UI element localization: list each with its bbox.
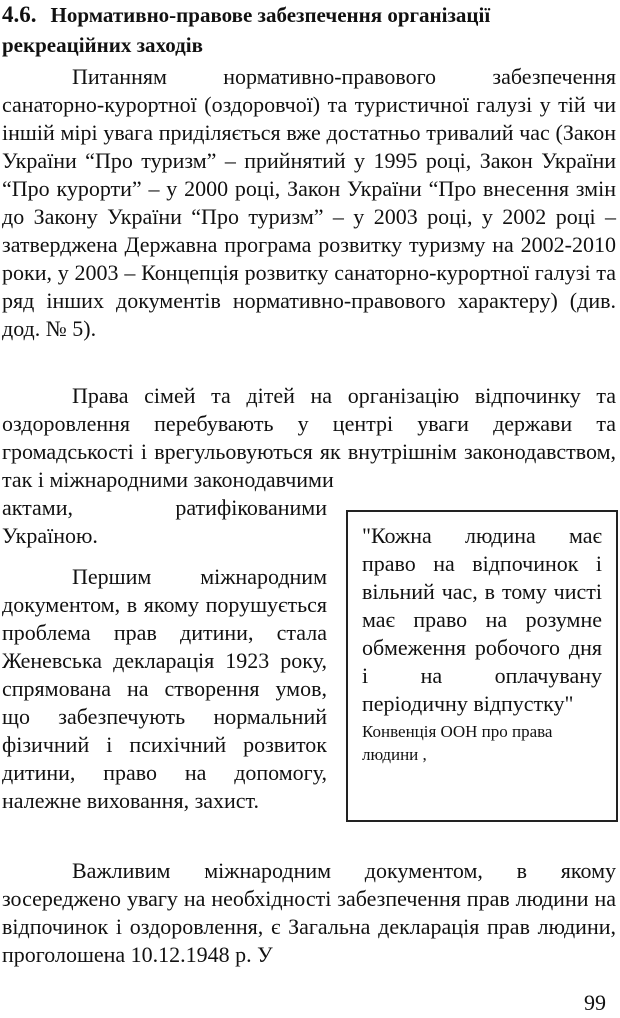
quote-text: "Кожна людина має право на відпочинок і вільний час, в тому чисті має право на розумне обмеження робочого дня і на оплачувану періодичну відпустку" — [362, 523, 602, 716]
page-number: 99 — [584, 990, 606, 1015]
paragraph-legal-framework: Питанням нормативно-правового забезпечення санаторно-курортної (оздоровчої) та туристичної галузі у тій чи іншій мірі увага приділяється вже достатньо тривалий час (Закон України “Про туризм” – прийнятий у 1995 році, Закон України “Про курорти” – у 2000 році, Закон України “Про внесення змін до Закону України “Про туризм” – у 2003 році, у 2002 році – затверджена Державна програма розвитку туризму на 2002-2010 роки, у 2003 – Концепція розвитку санаторно-курортної галузі та ряд інших документів нормативно-правового характеру) (див. дод. № 5). — [2, 64, 616, 341]
paragraph-family-rights-lead: Права сімей та дітей на організацію відпочинку та оздоровлення перебувають у центрі уваги держави та громадськості і врегульовуються як внутрішнім законодавством, так і міжнародними законодавчими — [2, 383, 616, 492]
section-title: Нормативно-правове забезпечення організації рекреаційних заходів — [2, 3, 491, 57]
section-number: 4.6. — [2, 2, 37, 27]
paragraph-family-rights-tail: актами, ратифікованими Україною. — [2, 495, 327, 548]
section-heading — [2, 0, 614, 60]
quote-box — [346, 510, 618, 822]
paragraph-universal-declaration: Важливим міжнародним документом, в якому зосереджено увагу на необхідності забезпечення прав людини на відпочинок і оздоровлення, є Загальна декларація прав людини, проголошена 10.12.1948 р. У — [2, 858, 616, 967]
quote-source: Конвенція ООН про права людини , — [362, 722, 553, 764]
paragraph-geneva-declaration: Першим міжнародним документом, в якому порушується проблема прав дитини, стала Женевська декларація 1923 року, спрямована на створення умов, що забезпечують нормальний фізичний і психічний розвиток дитини, право на допомогу, належне виховання, захист. — [2, 564, 327, 813]
